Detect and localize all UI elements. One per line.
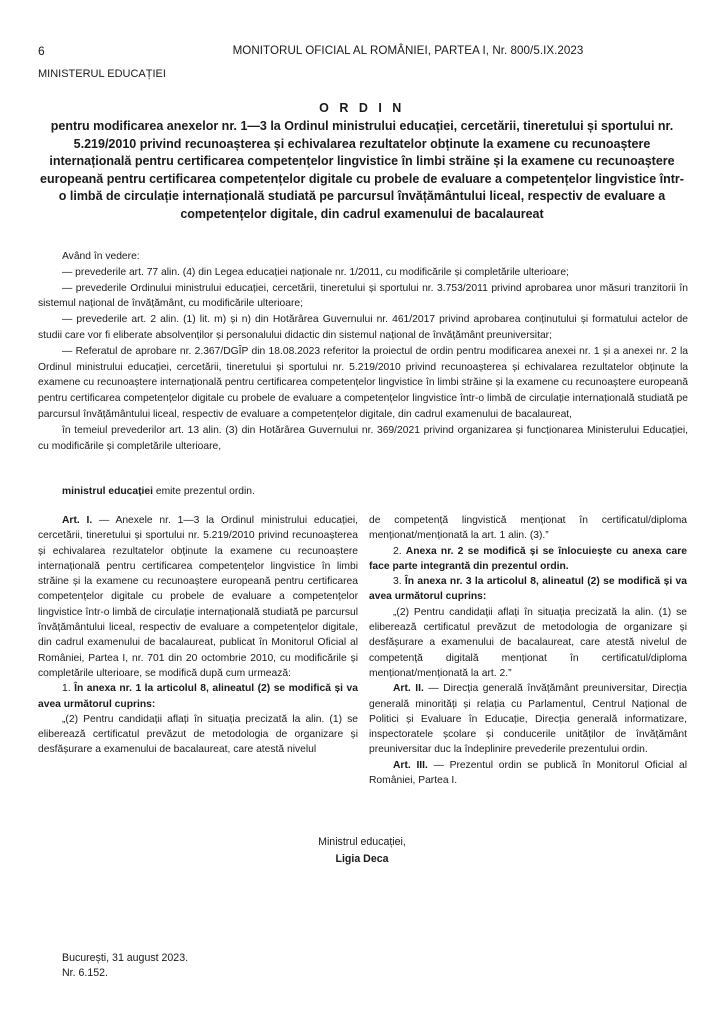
article-label: Art. I. [62,515,93,526]
article-label: Art. III. [393,759,428,771]
amendment-text-continued: de competență lingvistică menționat în certificatul/diploma menționat/menționată la art. 1 alin. (3).” [369,515,687,542]
place-and-date: București, 31 august 2023. [62,952,189,964]
article-paragraph: Art. I. — Anexele nr. 1—3 la Ordinul ministrului educației, cercetării, tineretului și sportului nr. 5.219/2010 privind recunoașterea și echivalarea rezultatelor obținute la examene cu recunoaștere internațională pentru certificarea competențelor lingvistice în limbi străine și la examene cu recunoaștere europeană pentru certificarea competențelor digitale cu probele de evaluare a competențelor lingvistice într-o limbă de circulație internațională studiată pe parcursul învățământului liceal, respectiv de evaluare a competențelor digitale, din cadrul examenului de bacalaureat, publicat în Monitorul Oficial al României, Partea I, nr. 701 din 20 octombrie 2010, cu modificările și completările ulterioare, se modifică după cum urmează: [38,515,358,679]
amendment-point: 2. Anexa nr. 2 se modifică și se înlocuiește cu anexa care face parte integrantă din prezentul ordin. [369,545,687,572]
preamble-paragraph: în temeiul prevederilor art. 13 alin. (3) din Hotărârea Guvernului nr. 369/2021 privind organizarea și funcționarea Ministerului Educației, cu modificările și completările ulterioare, [38,424,688,452]
preamble-paragraph: — prevederile Ordinului ministrului educației, cercetării, tineretului și sportului nr. 3.753/2011 privind aprobarea unor măsuri tranzitorii în sistemul național de învățământ, cu modificările ulterioare; [38,282,688,310]
gazette-header: MONITORUL OFICIAL AL ROMÂNIEI, PARTEA I, Nr. 800/5.IX.2023 [232,44,584,57]
body-column-right [369,513,687,788]
amendment-point: 3. În anexa nr. 3 la articolul 8, alineatul (2) se modifică și va avea următorul cuprins: [369,576,687,603]
page-number: 6 [38,44,45,58]
amendment-text: „(2) Pentru candidații aflați în situația precizată la alin. (1) se eliberează certificatul prevăzut de metodologia de organizare și desfășurare a examenului de bacalaureat, care atestă nivelul [38,713,358,756]
document-number: Nr. 6.152. [62,967,108,979]
signatory-name: Ligia Deca [335,853,389,865]
signatory-role: Ministrul educației, [318,836,406,848]
preamble-paragraph: — Referatul de aprobare nr. 2.367/DGÎP din 18.08.2023 referitor la proiectul de ordin pentru modificarea anexei nr. 1 și a anexei nr. 2 la Ordinul ministrului educației, cercetării, tineretului și sportului nr. 5.219/2010 privind recunoașterea și echivalarea rezultatelor obținute la examene cu recunoaștere internațională pentru certificarea competențelor lingvistice în limbi străine și la examene cu recunoaștere europeană pentru certificarea competențelor digitale cu probele de evaluare a competențelor lingvistice într-o limbă de circulație internațională studiată pe parcursul învățământului liceal, respectiv de evaluare a competențelor digitale, din cadrul examenului de bacalaureat, [38,345,688,420]
body-column-left [38,513,358,758]
issuing-ministry: MINISTERUL EDUCAȚIEI [38,68,166,80]
preamble-paragraph: — prevederile art. 2 alin. (1) lit. m) și n) din Hotărârea Guvernului nr. 461/2017 privind aprobarea conținutului și formatului actelor de studii care vor fi eliberate absolvenților și personalului didactic din sistemul național de învățământ preuniversitar; [38,314,688,341]
enacting-clause [62,486,255,497]
enacting-subject: ministrul educației [62,486,153,497]
preamble-paragraph: — prevederile art. 77 alin. (4) din Legea educației naționale nr. 1/2011, cu modificările și completările ulterioare; [62,266,569,278]
preamble [38,249,688,454]
document-type: O R D I N [319,101,405,115]
document-title: pentru modificarea anexelor nr. 1—3 la Ordinul ministrului educației, cercetării, tineretului și sportului nr. 5.219/2010 privind recunoașterea și echivalarea rezultatelor obținute la examene cu recunoaștere internațională pentru certificarea competențelor lingvistice în limbi străine și la examene cu recunoaștere europeană pentru certificarea competențelor digitale cu probele de evaluare a competențelor lingvistice într-o limbă de circulație internațională studiată pe parcursul învățământului liceal, respectiv de evaluare a competențelor digitale, din cadrul examenului de bacalaureat [40,119,684,221]
enacting-text: emite prezentul ordin. [152,486,255,497]
article-label: Art. II. [393,683,424,695]
article-paragraph: Art. III. — Prezentul ordin se publică în Monitorul Oficial al României, Partea I. [369,759,687,787]
amendment-text: „(2) Pentru candidații aflați în situația precizată la alin. (1) se eliberează certificatul prevăzut de metodologia de organizare și desfășurare a examenului de bacalaureat, care atestă nivelul de competență digitală menționat în certificatul/diploma menționat/menționată la art. 2.” [369,606,687,679]
amendment-point: 1. În anexa nr. 1 la articolul 8, alineatul (2) se modifică și va avea următorul cuprins: [38,683,358,710]
preamble-paragraph: Având în vedere: [62,251,140,262]
article-paragraph: Art. II. — Direcția generală învățământ preuniversitar, Direcția generală minorități și relația cu Parlamentul, Centrul Național de Politici și Evaluare în Educație, Direcția generală informatizare, inspectoratele școlare și conducerile unităților de învățământ preuniversitar duc la îndeplinire prevederile prezentului ordin. [369,683,687,756]
